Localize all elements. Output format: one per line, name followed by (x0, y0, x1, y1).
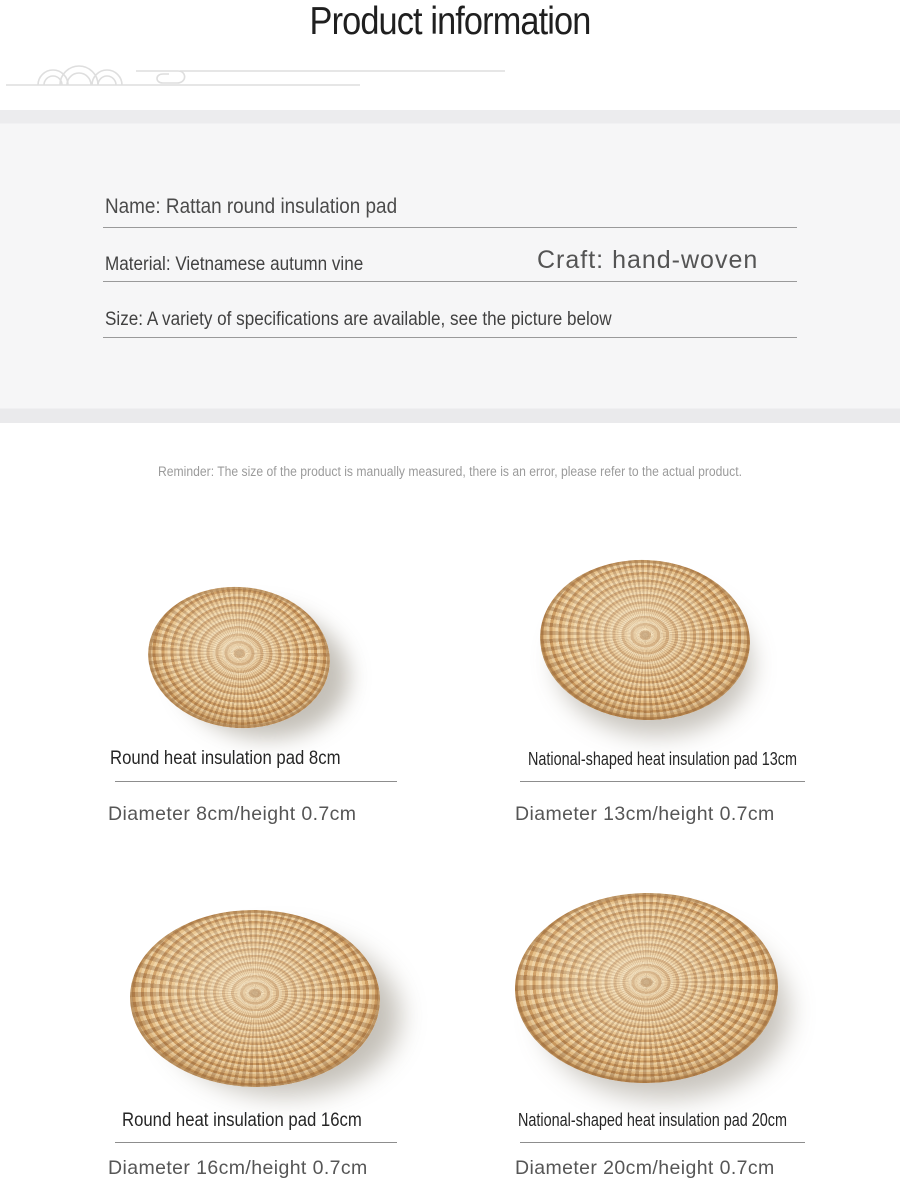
divider (520, 1142, 805, 1143)
product-dimensions: Diameter 13cm/height 0.7cm (515, 803, 775, 825)
product-dimensions: Diameter 16cm/height 0.7cm (108, 1157, 368, 1179)
divider (103, 337, 797, 338)
divider (115, 1142, 397, 1143)
product-name: National-shaped heat insulation pad 20cm (518, 1110, 787, 1130)
product-name: Round heat insulation pad 8cm (110, 748, 341, 769)
spec-size: Size: A variety of specifications are available, see the picture below (105, 309, 612, 330)
product-photo-national-pad-13cm (536, 555, 754, 726)
spec-craft: Craft: hand-woven (537, 246, 759, 274)
product-photo-round-pad-8cm (142, 579, 336, 735)
product-dimensions: Diameter 8cm/height 0.7cm (108, 803, 357, 825)
page-title: Product information (309, 0, 591, 43)
product-dimensions: Diameter 20cm/height 0.7cm (515, 1157, 775, 1179)
product-name: National-shaped heat insulation pad 13cm (528, 749, 797, 769)
product-photo-national-pad-20cm (513, 891, 779, 1086)
spec-panel (0, 110, 900, 423)
spec-material: Material: Vietnamese autumn vine (105, 254, 364, 275)
divider (103, 227, 797, 228)
product-photo-round-pad-16cm (128, 908, 381, 1089)
cloud-scroll-decoration-icon (0, 58, 540, 104)
product-name: Round heat insulation pad 16cm (122, 1110, 362, 1131)
divider (115, 781, 397, 782)
spec-name: Name: Rattan round insulation pad (105, 195, 398, 218)
divider (103, 281, 797, 282)
divider (520, 781, 805, 782)
measurement-reminder-note: Reminder: The size of the product is manually measured, there is an error, please refer to the actual product. (158, 464, 742, 479)
